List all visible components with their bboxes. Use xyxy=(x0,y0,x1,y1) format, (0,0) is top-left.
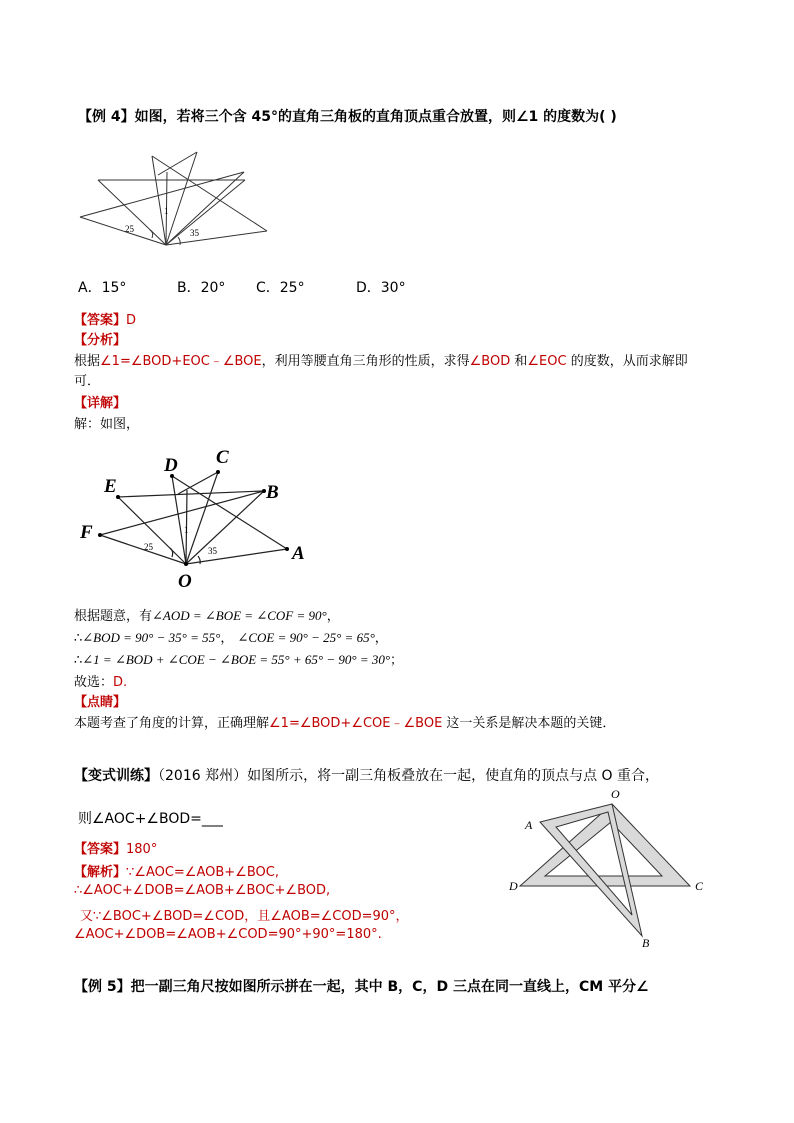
analysis-text: 的度数，从而求解即 xyxy=(566,354,688,369)
analysis-text: ，利用等腰直角三角形的性质，求得 xyxy=(261,354,470,369)
variant-answer-tag: 【答案】 xyxy=(74,842,127,857)
variant-question-line2: 则∠AOC+∠BOD=___ xyxy=(78,811,223,827)
step-text: ， xyxy=(374,631,388,646)
point-text: 本题考查了角度的计算，正确理解 xyxy=(74,716,270,731)
step-math: ∠BOD = 90° − 35° = 55° xyxy=(82,630,221,645)
fig1-label-35: 35 xyxy=(190,228,199,238)
example5-question xyxy=(74,976,649,996)
analysis-tag: 【分析】 xyxy=(74,333,127,348)
variant-label-d: D xyxy=(509,879,518,893)
point-tag: 【点睛】 xyxy=(74,695,127,710)
step-math: ∠1 = ∠BOD + ∠COE − ∠BOE = 55° + 65° − 90° = 30° xyxy=(82,652,391,667)
analysis-angle: ∠EOC xyxy=(527,354,567,369)
option-d: D．30° xyxy=(356,280,406,296)
step-text: ∴ xyxy=(74,631,83,646)
option-b: B．20° xyxy=(177,280,226,296)
fig2-label-35: 35 xyxy=(208,546,217,556)
option-c: C．25° xyxy=(256,280,305,296)
example5-text: 把一副三角尺按如图所示拼在一起，其中 B，C，D 三点在同一直线上，CM 平分∠ xyxy=(130,979,649,995)
fig2-label-1: 1 xyxy=(184,525,189,535)
analysis-text: 根据 xyxy=(74,354,101,369)
fig2-label-a: A xyxy=(292,543,305,564)
variant-analysis-line3: 又∵∠BOC+∠BOD=∠COD，且∠AOB=∠COD=90°， xyxy=(80,909,409,924)
variant-analysis-text: ∵∠AOC=∠AOB+∠BOC, xyxy=(126,865,279,880)
variant-label-o: O xyxy=(611,787,620,801)
fig2-label-d: D xyxy=(164,455,178,476)
option-a: A．15° xyxy=(78,280,127,296)
analysis-angle: ∠BOD xyxy=(469,354,511,369)
fig1-label-25: 25 xyxy=(125,224,134,234)
variant-label-b: B xyxy=(642,936,650,950)
fig2-label-25: 25 xyxy=(144,542,153,552)
detail-intro: 解：如图， xyxy=(74,417,140,432)
step-text: ， xyxy=(220,631,234,646)
fig2-label-o: O xyxy=(178,571,192,592)
variant-analysis-line4: ∠AOC+∠DOB=∠AOB+∠COD=90°+90°=180°. xyxy=(74,927,382,942)
step-math: ∠AOD = ∠BOE = ∠COF = 90° xyxy=(152,608,327,623)
variant-answer-value: 180° xyxy=(126,842,158,857)
detail-tag: 【详解】 xyxy=(74,396,127,411)
choose-text: 故选： xyxy=(74,675,114,690)
answer-value: D xyxy=(126,313,137,328)
variant-analysis-tag: 【解析】 xyxy=(74,865,127,880)
example5-tag: 【例 5】 xyxy=(74,979,131,995)
step-text: 根据题意，有 xyxy=(74,609,153,624)
variant-analysis-line2: ∴∠AOC+∠DOB=∠AOB+∠BOC+∠BOD, xyxy=(74,883,331,898)
fig2-label-e: E xyxy=(104,476,117,497)
choose-value: D. xyxy=(113,675,128,690)
analysis-text: 和 xyxy=(510,354,528,369)
point-text: 这一关系是解决本题的关键． xyxy=(442,716,616,731)
example4-question: 【例 4】如图，若将三个含 45°的直角三角板的直角顶点重合放置，则∠1 的度数为( ) xyxy=(78,109,617,125)
step-text: ∴ xyxy=(74,653,83,668)
variant-text: （2016 郑州）如图所示，将一副三角板叠放在一起，使直角的顶点与点 O 重合， xyxy=(158,768,659,784)
step-text: ， xyxy=(326,609,340,624)
step-math: ∠COE = 90° − 25° = 65° xyxy=(237,630,375,645)
variant-label-c: C xyxy=(695,879,704,893)
variant-tag: 【变式训练】 xyxy=(74,768,158,784)
step-text: ； xyxy=(390,653,404,668)
analysis-line2: 可． xyxy=(74,374,101,389)
analysis-formula: ∠1=∠BOD+EOC﹣∠BOE xyxy=(100,354,262,369)
fig2-label-c: C xyxy=(216,447,229,468)
fig2-label-f: F xyxy=(80,522,93,543)
point-formula: ∠1=∠BOD+∠COE﹣∠BOE xyxy=(269,716,443,731)
answer-tag: 【答案】 xyxy=(74,313,127,328)
fig2-label-b: B xyxy=(266,482,279,503)
variant-label-a: A xyxy=(525,818,533,832)
fig1-label-1: 1 xyxy=(164,206,169,216)
